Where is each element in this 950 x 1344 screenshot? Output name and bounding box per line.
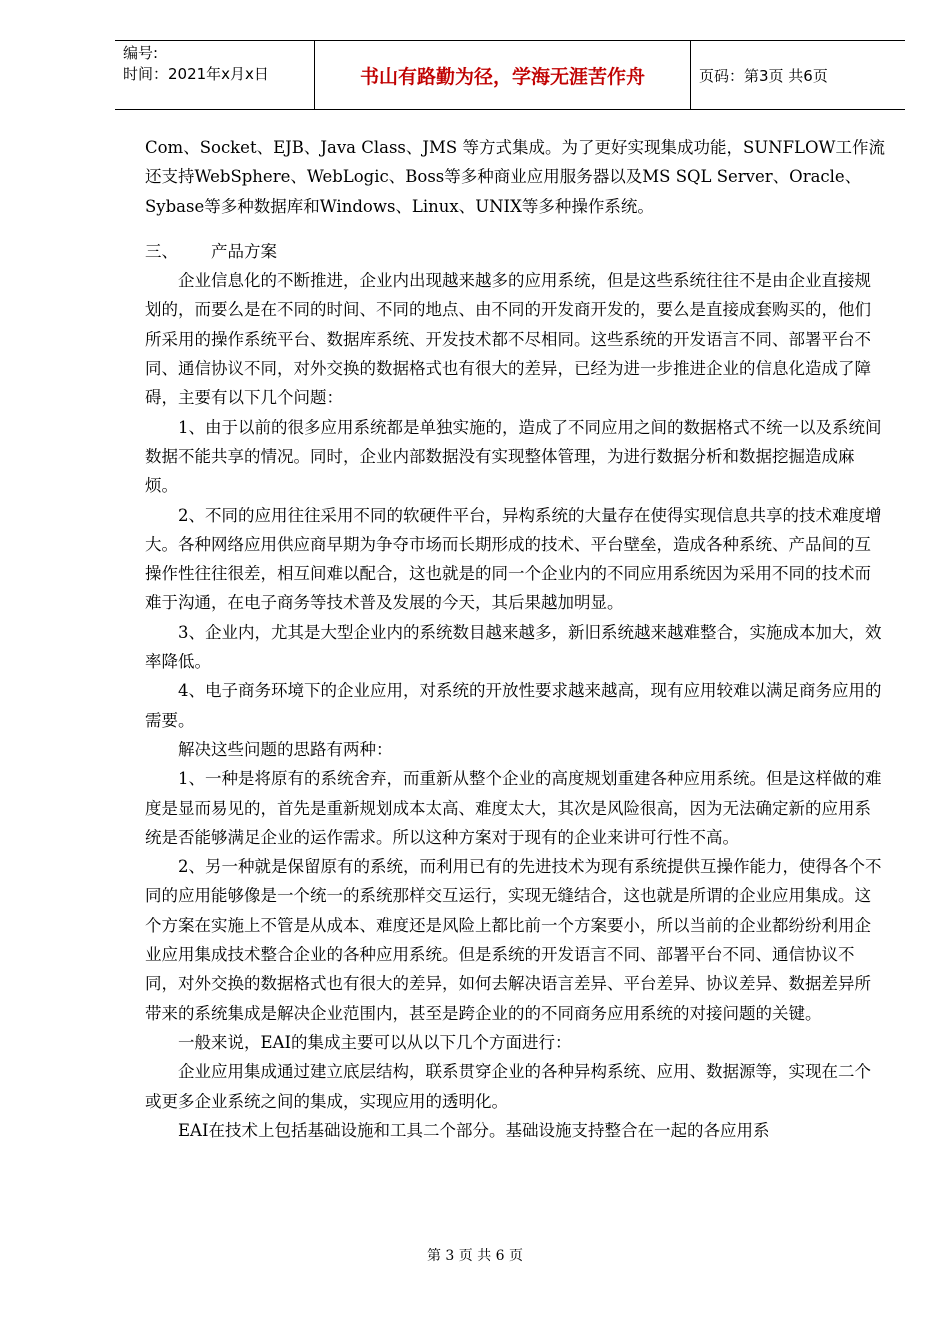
body-paragraph: EAI在技术上包括基础设施和工具二个部分。基础设施支持整合在一起的各应用系 bbox=[178, 1120, 770, 1140]
body-paragraph: 解决这些问题的思路有两种： bbox=[178, 739, 393, 759]
header-motto: 书山有路勤为径，学海无涯苦作舟 bbox=[315, 41, 691, 109]
body-paragraph: 1、由于以前的很多应用系统都是单独实施的，造成了不同应用之间的数据格式不统一以及系统间数据不能共享的情况。同时，企业内部数据没有实现整体管理，为进行数据分析和数据挖掘造成麻烦。 bbox=[145, 417, 882, 496]
body-paragraph: 企业应用集成通过建立底层结构，联系贯穿企业的各种异构系统、应用、数据源等，实现在二个或更多企业系统之间的集成，实现应用的透明化。 bbox=[145, 1062, 871, 1111]
body-paragraph: 3、企业内，尤其是大型企业内的系统数目越来越多，新旧系统越来越难整合，实施成本加大，效率降低。 bbox=[145, 622, 882, 672]
body-paragraph: 4、电子商务环境下的企业应用，对系统的开放性要求越来越高，现有应用较难以满足商务应用的需要。 bbox=[145, 681, 882, 730]
header-table bbox=[115, 40, 905, 110]
header-meta bbox=[115, 41, 315, 109]
intro-paragraph: Com、Socket、EJB、Java Class、JMS 等方式集成。为了更好实现集成功能，SUNFLOW工作流还支持WebSphere、WebLogic、Boss等多种商业应用服务器以及MS SQL Server、Oracle、Sybase等多种数据库和Windows、Linux、UNIX等多种操作系统。 bbox=[145, 138, 885, 216]
document-body bbox=[145, 133, 885, 1145]
body-paragraph: 1、一种是将原有的系统舍弃，而重新从整个企业的高度规划重建各种应用系统。但是这样做的难度是显而易见的，首先是重新规划成本太高、难度太大，其次是风险很高，因为无法确定新的应用系统是否能够满足企业的运作需求。所以这种方案对于现有的企业来讲可行性不高。 bbox=[145, 769, 882, 847]
section-heading bbox=[145, 237, 885, 266]
body-paragraph: 企业信息化的不断推进，企业内出现越来越多的应用系统，但是这些系统往往不是由企业直接规划的，而要么是在不同的时间、不同的地点、由不同的开发商开发的，要么是直接成套购买的，他们所采用的操作系统平台、数据库系统、开发技术都不尽相同。这些系统的开发语言不同、部署平台不同、通信协议不同，对外交换的数据格式也有很大的差异，已经为进一步推进企业的信息化造成了障碍，主要有以下几个问题： bbox=[145, 271, 871, 408]
document-number-label: 编号: bbox=[123, 44, 159, 62]
header-page-info: 页码：第3页 共6页 bbox=[699, 66, 828, 85]
body-paragraph: 2、不同的应用往往采用不同的软硬件平台，异构系统的大量存在使得实现信息共享的技术难度增大。各种网络应用供应商早期为争夺市场而长期形成的技术、平台壁垒，造成各种系统、产品间的互操作性往往很差，相互间难以配合，这也就是的同一个企业内的不同应用系统因为采用不同的技术而难于沟通，在电子商务等技术普及发展的今天，其后果越加明显。 bbox=[145, 505, 882, 613]
page-footer: 第 3 页 共 6 页 bbox=[426, 1248, 524, 1264]
document-time-label: 时间：2021年x月x日 bbox=[123, 65, 269, 83]
body-paragraph: 一般来说，EAI的集成主要可以从以下几个方面进行： bbox=[178, 1032, 572, 1052]
section-number: 三、 bbox=[145, 241, 178, 261]
section-title: 产品方案 bbox=[211, 241, 277, 261]
body-paragraph: 2、另一种就是保留原有的系统，而利用已有的先进技术为现有系统提供互操作能力，使得各个不同的应用能够像是一个统一的系统那样交互运行，实现无缝结合，这也就是所谓的企业应用集成。这个方案在实施上不管是从成本、难度还是风险上都比前一个方案要小，所以当前的企业都纷纷利用企业应用集成技术整合企业的各种应用系统。但是系统的开发语言不同、部署平台不同、通信协议不同，对外交换的数据格式也有很大的差异，如何去解决语言差异、平台差异、协议差异、数据差异所带来的系统集成是解决企业范围内，甚至是跨企业的的不同商务应用系统的对接问题的关键。 bbox=[145, 857, 882, 1023]
